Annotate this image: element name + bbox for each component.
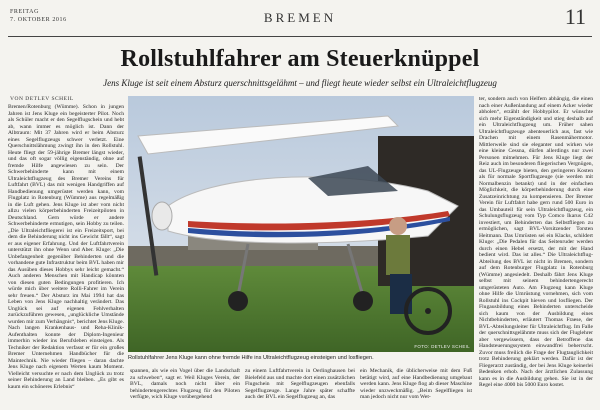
photo-credit: FOTO: DETLEV SCHEIL bbox=[414, 344, 470, 349]
article-photo bbox=[128, 96, 474, 352]
issue-weekday: FREITAG bbox=[10, 9, 40, 15]
article-column-2: spannen, als wie ein Vogel über die Landschaft zu schweben“, sagt er. Weil Kluges Verein, der BVL, damals noch nicht über ein behindertengerechtes Flugzeug für den Piloten verfügte, wich Kluge vorübergehend bbox=[130, 368, 240, 400]
page-number: 11 bbox=[564, 4, 586, 29]
airplane-photo-illustration bbox=[128, 96, 474, 352]
page-header bbox=[8, 6, 592, 37]
section-title: BREMEN bbox=[263, 10, 337, 25]
photo-caption: Rollstuhlfahrer Jens Kluge kann ohne fremde Hilfe ins Ultraleichtflugzeug einsteigen und losfliegen. bbox=[128, 355, 374, 361]
article-column-1: Bremen/Rotenburg (Wümme). Schon in jungen Jahren ist Jens Kluge ein begeisterter Pilot. Noch als Schüler macht er den Segelflugschein und hebt ab, wann immer es möglich ist. Dann der Albtraum: Mit 37 Jahren wird er beim Absturz eines Segelflugzeugs schwer verletzt. Eine Querschnittslähmung zwingt ihn in den Rollstuhl. Heute fliegt der 59-jährige Bremer längst wieder, und das oft sogar völlig eigenständig, ohne auf fremde Hilfe angewiesen zu sein. Der Schwerbehinderte kann mit einem Ultraleichtflugzeug des Bremer Vereins für Luftfahrt (BVL) das mit wenigen Handgriffen auf Handbedienung umgerüstet werden kann, vom Flugplatz in Rotenburg (Wümme) aus regelmäßig in die Luft gehen. Jens Kluge ist aber vom nicht allzu vielen körperbehinderten Freizeitpiloten in Deutschland. Gern würde er andere Schwerbehinderte ermutigen, sein Hobby zu teilen. „Die Ultraleichtfliegerei ist ein Freizeitsport, bei dem die Behinderung nicht ins Gewicht fällt“, sagt er aus eigener Erfahrung. Und der Luftfahrtverein unterstützt ihn ohne Wenn und Aber. Kluge: „Die Unbefangenheit gegenüber Behinderten und die vorhandene gute Infrastruktur beim BVL haben mir das Ausüben dieses Hobbys sehr leicht gemacht.“ Auch anderen Menschen mit Handicap könnten von diesen guten Bedingungen profitieren. Ich würde mich über weitere Rolli-Fahrer im Verein sehr freuen.“ Der Absturz im Mai 1994 hat das Leben von Jens Kluge nachhaltig verändert. Das Unglück sei auf eigenen Fehlverhalten zurückzuführen gewesen, „unglückliche Umstände wurden mir zum Verhängnis“, berichtet Jens Kluge. Nach langen Krankenhaus- und Reha-Klinik-Aufenthalten konnte der Diplom-Ingenieur immerhin wieder ins Berufsleben einsteigen. Als Techniker der Redaktion verfasst er für ein großes Bremer Unternehmen Handbücher für die Maintechnik. Nie wieder fliegen – daran dachte Jens Kluge nach eigenem Werten kaum Moment. Vielleicht versuchte er nach dem Unglück zu trotz seiner Behinderung an Land bleiben. „Es gibt es kaum ein schöneres Erlebnis“ bbox=[8, 104, 124, 390]
byline: VON DETLEV SCHEIL bbox=[10, 96, 74, 102]
article-column-3: zu einem Luftfahrtverein in Oerlinghausen bei Bielefeld aus und machte dort einen zusätzlichen Flugschein mit Segelflugzeugen ebenfalls Segelflugzeuge. Lange Jahre später schaffte auch der BVL ein Segelflugzeug an, das bbox=[245, 368, 355, 400]
article-column-5: ter, sondern auch von Helfern abhängig, die einen nach einer Außenlandung auf einem Acker wieder abholen“, erzählt der Hobbypilot. Er wünschte sich mehr Eigenständigkeit und stieg deshalb auf ein Ultraleichtflugzeug um. Früher sahen Ultraleichtflugzeuge abenteuerlich aus, fast wie Drachen mit einem Rasenmähermotor. Mittlerweile sind sie eleganter und wirken wie eine kleine Cessna, dürfen allerdings nur zwei Personen mitnehmen. Für Jens Kluge liegt der Reiz auch im besonderen fliegerischen Vergnügen, das UL-Flugzeuge bieten, den geringeren Kosten als für normale Sportflugzeuge (sie werden mit Normalbenzin betankt) und in der einfachen Möglichkeit, die körperbehinderung durch eine Zusatzeinrichtung zu kompensieren. Der Bremer Verein für Luftfahrt habe gern rund 500 Euro in das Umbauteil für sein Ultraleichtflugzeug, ein Schulungsflugzeug vom Typ Comco Ikarus C42 investiert, um Behinderten das Selbstfliegen zu ermöglichen, sagt BVL-Vorsitzender Torsten Heitmann. Das Umrüsten sei ein Klacks, schildert Kluge: „Die Pedalen für das Seitenruder werden durch einen Hebel ersetzt, der mit der Hand bedient wird. Das ist alles.“ Die Ultraleichtflug-Abteilung des BVL ist nicht in Bremen, sondern auf dem Rotenburger Flugplatz in Rotenburg (Wümme) angesiedelt. Deshalb fährt Jens Kluge selbst mit seinem behindertengerecht umgerüsteten Auto. Am Flugzeug kann Kluge ohne Hilfe die Umrüstung vornehmen, sich vom Rollstuhl ins Cockpit hieven und losfliegen. Der Flugausbildung eines Behinderten unterscheide sich kaum von der Ausbildung eines Nichtbehinderten, erläutert Thomas Fraese, der BVL-Abteilungsleiter für Ultraleichtflug. Im Falle der querschnittsgelähmte muss sich der Fluglehrer aber vergewissern, dass der Betroffene das Handsteuerungssystem einwandfrei beherrscht. Zuvor muss freilich die Frage der Flugtauglichkeit trotz Behinderung geklärt werden. Dafür ist der Fliegerarzt zuständig, der bei Jens Kluge keinerlei Bedenken erhob. Nach der ärztlichen Zulassung kann es in die Ausbildung gehen. Sie ist in der Regel eine 4000 bis 5000 Euro kostet. bbox=[479, 96, 593, 388]
article-column-4: ein Mechanik, die üblicherweise mit dem Fuß betätigt wird, auf eine Handbedienung umgebaut werden kann. Jens Kluge flog ab dieser Maschine wieder unzweckmäßig. „Beim Segelfliegen ist man jedoch nicht nur vom Wet- bbox=[360, 368, 472, 400]
headline: Rollstuhlfahrer am Steuerknüppel bbox=[120, 46, 480, 72]
issue-date-text: 7. OKTOBER 2016 bbox=[10, 17, 67, 23]
subheadline: Jens Kluge ist seit einem Absturz querschnittsgelähmt – und fliegt heute wieder selbst ein Ultraleichtflugzeug bbox=[103, 78, 497, 88]
